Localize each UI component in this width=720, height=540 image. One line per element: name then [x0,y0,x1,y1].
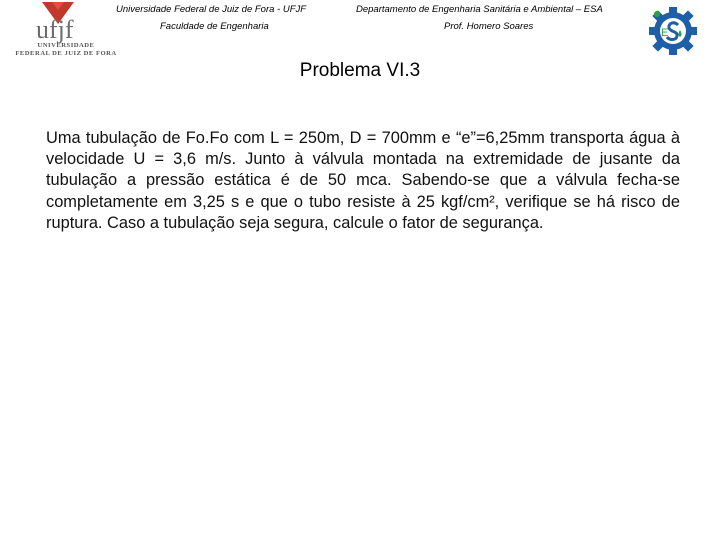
esa-logo-letter: E [661,27,669,39]
ufjf-logo-icon [12,0,120,44]
header-department: Departamento de Engenharia Sanitária e Ambiental – ESA [356,4,603,15]
problem-statement: Uma tubulação de Fo.Fo com L = 250m, D = 700mm e “e”=6,25mm transporta água à velocidade U = 3,6 m/s. Junto à válvula montada na extremidade de jusante da tubulação a pressão estática é de 50 mca. Sabendo-se que a válvula fecha-se completamente em 3,25 s e que o tubo resiste à 25 kgf/cm², verifique se há risco de ruptura. Caso a tubulação seja segura, calcule o fator de segurança. [46,129,680,232]
ufjf-caption-line1: UNIVERSIDADE [37,42,95,49]
page-title: Problema VI.3 [299,60,421,81]
ufjf-caption-line2: FEDERAL DE JUIZ DE FORA [15,50,117,57]
esa-logo [648,6,698,56]
header-faculty: Faculdade de Engenharia [160,21,269,32]
header-professor: Prof. Homero Soares [444,21,534,32]
ufjf-logo-text: ufjf [36,15,74,44]
esa-gear-icon [648,6,698,56]
ufjf-logo-caption [14,42,118,58]
header-university: Universidade Federal de Juiz de Fora - UFJF [116,4,307,15]
